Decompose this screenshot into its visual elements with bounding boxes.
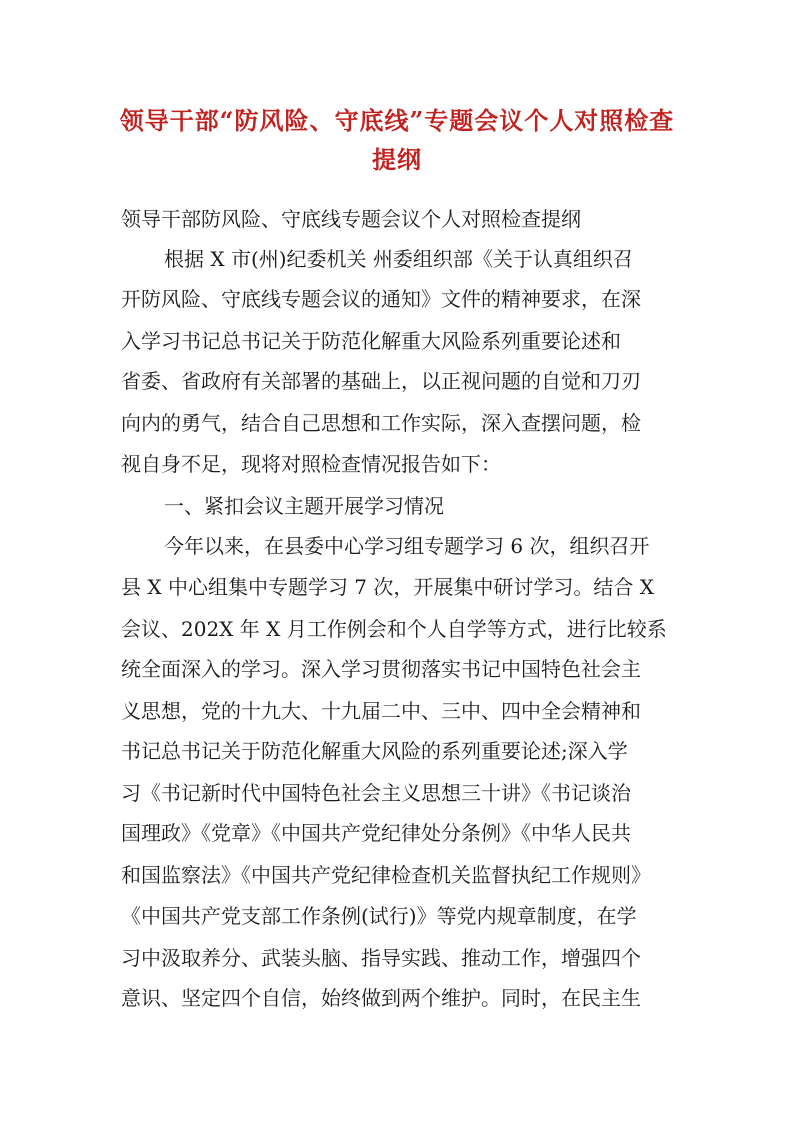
document-title-line-1: 领导干部“防风险、守底线”专题会议个人对照检查 [119, 106, 675, 135]
paragraph-line: 习《书记新时代中国特色社会主义思想三十讲》《书记谈治 [121, 781, 631, 805]
paragraph-line: 视自身不足，现将对照检查情况报告如下： [121, 452, 501, 476]
subtitle-line: 领导干部防风险、守底线专题会议个人对照检查提纲 [121, 207, 581, 231]
paragraph-line: 《中国共产党支部工作条例(试行)》等党内规章制度，在学 [121, 904, 637, 928]
paragraph-line: 开防风险、守底线专题会议的通知》文件的精神要求，在深 [121, 287, 641, 311]
paragraph-line: 向内的勇气，结合自己思想和工作实际，深入查摆问题，检 [121, 411, 641, 435]
paragraph-line: 书记总书记关于防范化解重大风险的系列重要论述;深入学 [121, 739, 628, 763]
paragraph-line: 省委、省政府有关部署的基础上，以正视问题的自觉和刀刃 [121, 369, 641, 393]
paragraph-line: 习中汲取养分、武装头脑、指导实践、推动工作，增强四个 [121, 946, 641, 970]
section-heading: 一、紧扣会议主题开展学习情况 [164, 494, 444, 518]
paragraph-line: 和国监察法》《中国共产党纪律检查机关监督执纪工作规则》 [121, 863, 651, 887]
document-title-line-2: 提纲 [372, 145, 422, 174]
paragraph-line: 根据 X 市(州)纪委机关 州委组织部《关于认真组织召 [164, 247, 633, 271]
paragraph-line: 今年以来，在县委中心学习组专题学习 6 次，组织召开 [164, 534, 650, 558]
paragraph-line: 国理政》《党章》《中国共产党纪律处分条例》《中华人民共 [121, 821, 631, 845]
paragraph-line: 入学习书记总书记关于防范化解重大风险系列重要论述和 [121, 329, 621, 353]
paragraph-line: 统全面深入的学习。深入学习贯彻落实书记中国特色社会主 [121, 657, 641, 681]
paragraph-line: 意识、坚定四个自信，始终做到两个维护。同时，在民主生 [121, 986, 641, 1010]
paragraph-line: 义思想，党的十九大、十九届二中、三中、四中全会精神和 [121, 699, 641, 723]
paragraph-line: 会议、202X 年 X 月工作例会和个人自学等方式，进行比较系 [121, 617, 667, 641]
paragraph-line: 县 X 中心组集中专题学习 7 次，开展集中研讨学习。结合 X [121, 575, 654, 599]
